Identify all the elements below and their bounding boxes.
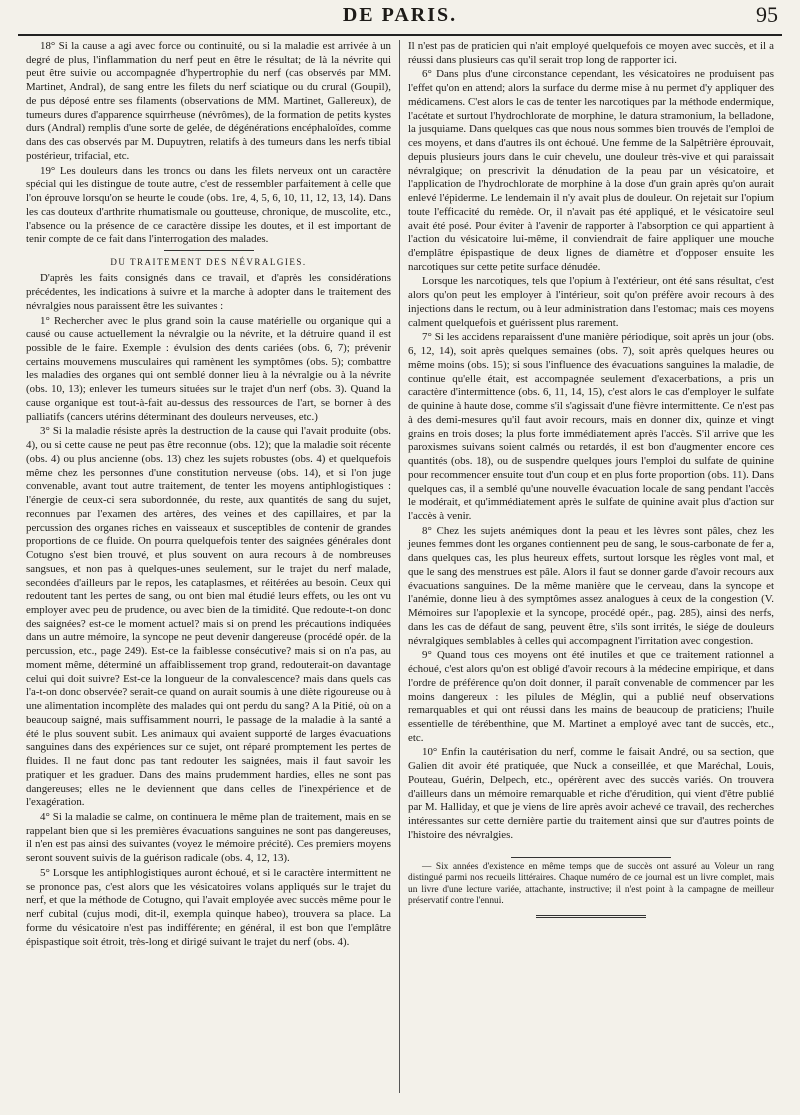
paragraph: 5° Lorsque les antiphlogistiques auront échoué, et si le caractère intermittent ne se prononce pas, c'est alors que les vésicatoires volans appliqués sur le trajet du nerf, et que la méthode de Cotugno, qui l'avait employée avec succès même pour le nerf cubital (cujus modi, dit-il, exempla quinque habeo), trouvera sa place. La forme du vésicatoire n'est pas indifférente; en général, il est bon que l'emplâtre épispastique soit étroit, très-long et dirigé suivant le trajet du nerf (obs. 4). [26, 866, 391, 948]
paragraph: 10° Enfin la cautérisation du nerf, comme le faisait André, ou sa section, que Galien dit avoir été pratiquée, que Nuck a conseillée, et que Maréchal, Louis, Pouteau, Guérin, Delpech, etc., opérèrent avec des succès variés. On trouvera d'ailleurs dans un mémoire remarquable et riche d'érudition, qui vient d'être publié par M. Halliday, et que je viens de lire après avoir achevé ce travail, des recherches intéressantes sur cette dernière partie du traitement ainsi que sur d'autres points de l'histoire des névralgies. [408, 746, 774, 841]
paragraph: 6° Dans plus d'une circonstance cependant, les vésicatoires ne produisent pas l'effet qu'on en attend; alors la surface du derme mise à nu permet d'y appliquer des médicamens. C'est alors le cas de tenter les narcotiques par la méthode endermique, l'acétate et surtout l'hydrochlorate de morphine, le datura stramonium, la belladone, la jusquiame. Dans quelques cas que nous nous sommes bien trouvés de l'emploi de ces moyens, et dans d'autres ils ont échoué. Une femme de la Salpêtrière éprouvait, depuis plusieurs jours dans le cuir chevelu, une douleur très-vive et qui paraissait névralgique; on prescrivit la dénudation de la peau par un vésicatoire, et l'application de l'hydrochlorate de morphine à la dose d'un grain après qu'on aurait enlevé l'épiderme. Le lendemain il n'y avait plus de douleur. On rejetait sur l'opium toute l'efficacité du remède. Or, il n'avait pas été appliqué, et le vésicatoire seul avait été posé. Pour éviter à l'avenir de rapporter à l'absorption ce qui appartient à l'action du vésicatoire lui-même, il conviendrait de faire appliquer une mouche d'emplâtre épispastique de deux lignes de diamètre et d'opposer ensuite les narcotiques sur cette petite surface dénudée. [408, 68, 774, 273]
paragraph: 19° Les douleurs dans les troncs ou dans les filets nerveux ont un caractère spécial qui les distingue de toute autre, c'est de ressembler parfaitement à celle que l'on éprouve lorsqu'on se heurte le coude (obs. 1re, 4, 5, 6, 10, 11, 12, 13, 14). Dans les cas douteux d'arthrite rhumatismale ou goutteuse, chronique, de muscolite, etc., l'absence ou la présence de ce caractère dissipe les doutes, et il est important de tenir compte de ce fait dans l'interrogation des malades. [26, 164, 391, 246]
paragraph: Lorsque les narcotiques, tels que l'opium à l'extérieur, ont été sans résultat, c'est alors qu'on peut les employer à l'intérieur, soit qu'on préfère avoir recours à des injections dans le rectum, ou à leur administration dans l'estomac; mais ces moyens calment quelquefois et guérissent plus rarement. [408, 275, 774, 329]
divider [164, 250, 254, 251]
text-columns [18, 40, 782, 1093]
end-rule [536, 915, 646, 918]
paragraph: D'après les faits consignés dans ce travail, et d'après les considérations précédentes, les indications à suivre et la marche à adopter dans le traitement des névralgies nous paraissent être les suivantes : [26, 272, 391, 312]
right-column [400, 40, 782, 1093]
paragraph: 1° Rechercher avec le plus grand soin la cause matérielle ou organique qui a causé ou cause actuellement la névralgie ou la névrite, et la détruire quand il est possible de le faire. Exemple : évulsion des dents cariées (obs. 6, 7); prévenir certains mouvemens musculaires qui ramènent les symptômes (obs. 5); combattre les maladies des organes qui ont semblé donner lieu à la névralgie ou à la névrite (obs. 10, 13); enlever les tumeurs situées sur le trajet d'un nerf (obs. 3). Quand la cause organique est tout-à-fait au-dessus des ressources de l'art, se borner à des palliatifs (cancers utérins déterminant des douleurs nerveuses, etc.) [26, 314, 391, 423]
footnote-divider [511, 857, 671, 858]
paragraph: 18° Si la cause a agi avec force ou continuité, ou si la maladie est arrivée à un degré de plus, l'inflammation du nerf peut en être le résultat; de là la névrite qui peut être suivie ou accompagnée d'hypertrophie du nerf (cas observés par MM. Martinet, Andral), de sang entre les filets du nerf sciatique ou du crural (Goupil), de pus déposé entre ses filaments (observations de MM. Martinet, Gallereux), de tumeurs dures d'apparence squirrheuse (névrômes), de la formation de petits kystes durs (Andral) remplis d'une sorte de gelée, de dégénérations encéphaloïdes, comme dans des cas observés par M. Dupuytren, relatifs à des tumeurs dans les nerfs tibial postérieur, trifacial, etc. [26, 40, 391, 162]
paragraph: 9° Quand tous ces moyens ont été inutiles et que ce traitement rationnel a échoué, c'est alors qu'on est obligé d'avoir recours à la médecine empirique, et dans l'ordre de préférence qu'on doit donner, il paraît convenable de commencer par les moins dangereux : les pilules de Méglin, qui a publié neuf observations remarquables et qui ont réussi dans les mains de beaucoup de praticiens; l'huile essentielle de térébenthine, que M. Martinet a employé avec tant de succès, etc., etc. [408, 649, 774, 744]
paragraph: 3° Si la maladie résiste après la destruction de la cause qui l'avait produite (obs. 4), ou si cette cause ne peut pas être reconnue (obs. 12); que la maladie soit récente (obs. 4) ou plus ancienne (obs. 13) chez les sujets robustes (obs. 4) et quelquefois même chez les personnes d'une constitution nerveuse (obs. 14), et si l'on juge convenable, avant tout autre traitement, de tenter les moyens antiphlogistiques : l'énergie de ceux-ci sera subordonnée, du reste, aux quantités de sang du sujet, reconnues par l'examen des artères, des veines et des capillaires, et par la percussion des organes riches en vaisseaux et susceptibles de contenir de grandes proportions de ce fluide. On pourra quelquefois tenter des saignées générales dont Cotugno s'est bien trouvé, et plus souvent on aura recours à de nombreuses sangsues, et non pas à quelques-unes seulement, sur le trajet du nerf malade, secondées d'ailleurs par le repos, les cataplasmes, et réitérées au besoin. Ceux qui redoutent tant les pertes de sang, ou ont bien mal étudié leurs effets, ou les ont vu employer avec peu de prudence, ou avec bien de la timidité. Que redoute-t-on donc des saignées? est-ce le moment actuel? mais si on prend les précautions indiquées dans un autre mémoire, la syncope ne peut devenir dangereuse (procédé opér. de la percussion, etc., page 249). Est-ce la faiblesse consécutive? mais si on n'a pas, au moment même, déterminé un affaiblissement trop grand, redouterait-on davantage celui qui doit suivre? Est-ce la longueur de la convalescence? mais dans quels cas l'a-t-on donc observée? serait-ce quand on aurait soumis à une diète rigoureuse ou à une alimentation incomplète des malades qui ont perdu du sang? A la Pitié, où on a beaucoup saigné, mais suffisamment nourri, le passage de la maladie à la santé a été le plus souvent subit. Les animaux qui avaient supporté de larges évacuations sanguines dans des expériences sur ce sujet, ont réparé promptement les pertes de fluides. Il ne faut donc pas tant redouter les saignées, mais il faut savoir les pratiquer et les graduer. Dans des mains prudemment hardies, elles ne sont pas dangereuses; elles ne le deviennent que dans celles de l'inexpérience et de l'exagération. [26, 425, 391, 809]
footnote: — Six années d'existence en même temps que de succès ont assuré au Voleur un rang distingué parmi nos recueils littéraires. Chaque numéro de ce journal est un livre complet, mais un livre d'une lecture variée, attachante, instructive; il n'est point à la campagne de meilleur préservatif contre l'ennui. [408, 861, 774, 906]
paragraph: 4° Si la maladie se calme, on continuera le même plan de traitement, mais en se rappelant bien que si les premières évacuations sanguines ne sont pas dangereuses, il n'en est pas ainsi des suivantes (voyez le mémoire précité). Ces premiers moyens seront souvent suivis de la guérison radicale (obs. 4, 12, 13). [26, 810, 391, 865]
section-heading: DU TRAITEMENT DES NÉVRALGIES. [110, 257, 307, 268]
page-header [18, 0, 782, 36]
running-title: DE PARIS. [342, 4, 458, 26]
page-number: 95 [756, 2, 778, 27]
paragraph: 7° Si les accidens reparaissent d'une manière périodique, soit après un jour (obs. 6, 12, 14), soit après quelques semaines (obs. 7), soit après quelques heures ou même moins (obs. 15); si sous l'influence des évacuations sanguines la maladie, de continue qu'elle était, est accompagnée seulement d'exacerbations, a pris un caractère d'intermittence (obs. 6, 11, 14, 15), c'est alors le cas d'employer le sulfate de quinine à haute dose, comme s'il s'agissait d'une fièvre intermittente. Ce n'est pas à des demi-mesures qu'il faut avoir recours, mais en donner dix, quinze et vingt grains en trois doses; la plus forte immédiatement après l'accès. S'il arrive que les paroxismes suivans soient calmés ou retardés, il est bon d'augmenter encore ces quantités (obs. 18), ou de suspendre quelques jours l'emploi du sulfate de quinine pour recommencer ensuite tout d'un coup et en plus forte proportion (obs. 11). Dans quelques cas, il a semblé qu'une nouvelle évacuation locale de sang pendant l'accès le modérait, et qu'immédiatement après le sulfate de quinine avait plus d'action sur l'accès à venir. [408, 331, 774, 522]
paragraph: Il n'est pas de praticien qui n'ait employé quelquefois ce moyen avec succès, et il a réussi dans plusieurs cas qu'il serait trop long de rapporter ici. [408, 40, 774, 66]
left-column [18, 40, 400, 1093]
paragraph: 8° Chez les sujets anémiques dont la peau et les lèvres sont pâles, chez les jeunes femmes dont les organes contiennent peu de sang, le sous-carbonate de fer a, dans quelques cas, les plus heureux effets, surtout lorsque les règles vont mal, et que le sang des menstrues est pâle. Alors il faut se donner garde d'avoir recours aux évacuations sanguines. De la même manière que le cerveau, dans la syncope et l'anémie, donne lieu à des symptômes assez analogues à ceux de la congestion (V. Mémoires sur l'apoplexie et la syncope, procédé opér., pag. 285), ainsi des nerfs, dans les cas de défaut de sang, peuvent être, s'ils sont irrités, le siége de douleurs névralgiques semblables à celles qui accompagnent l'irritation avec congestion. [408, 524, 774, 647]
